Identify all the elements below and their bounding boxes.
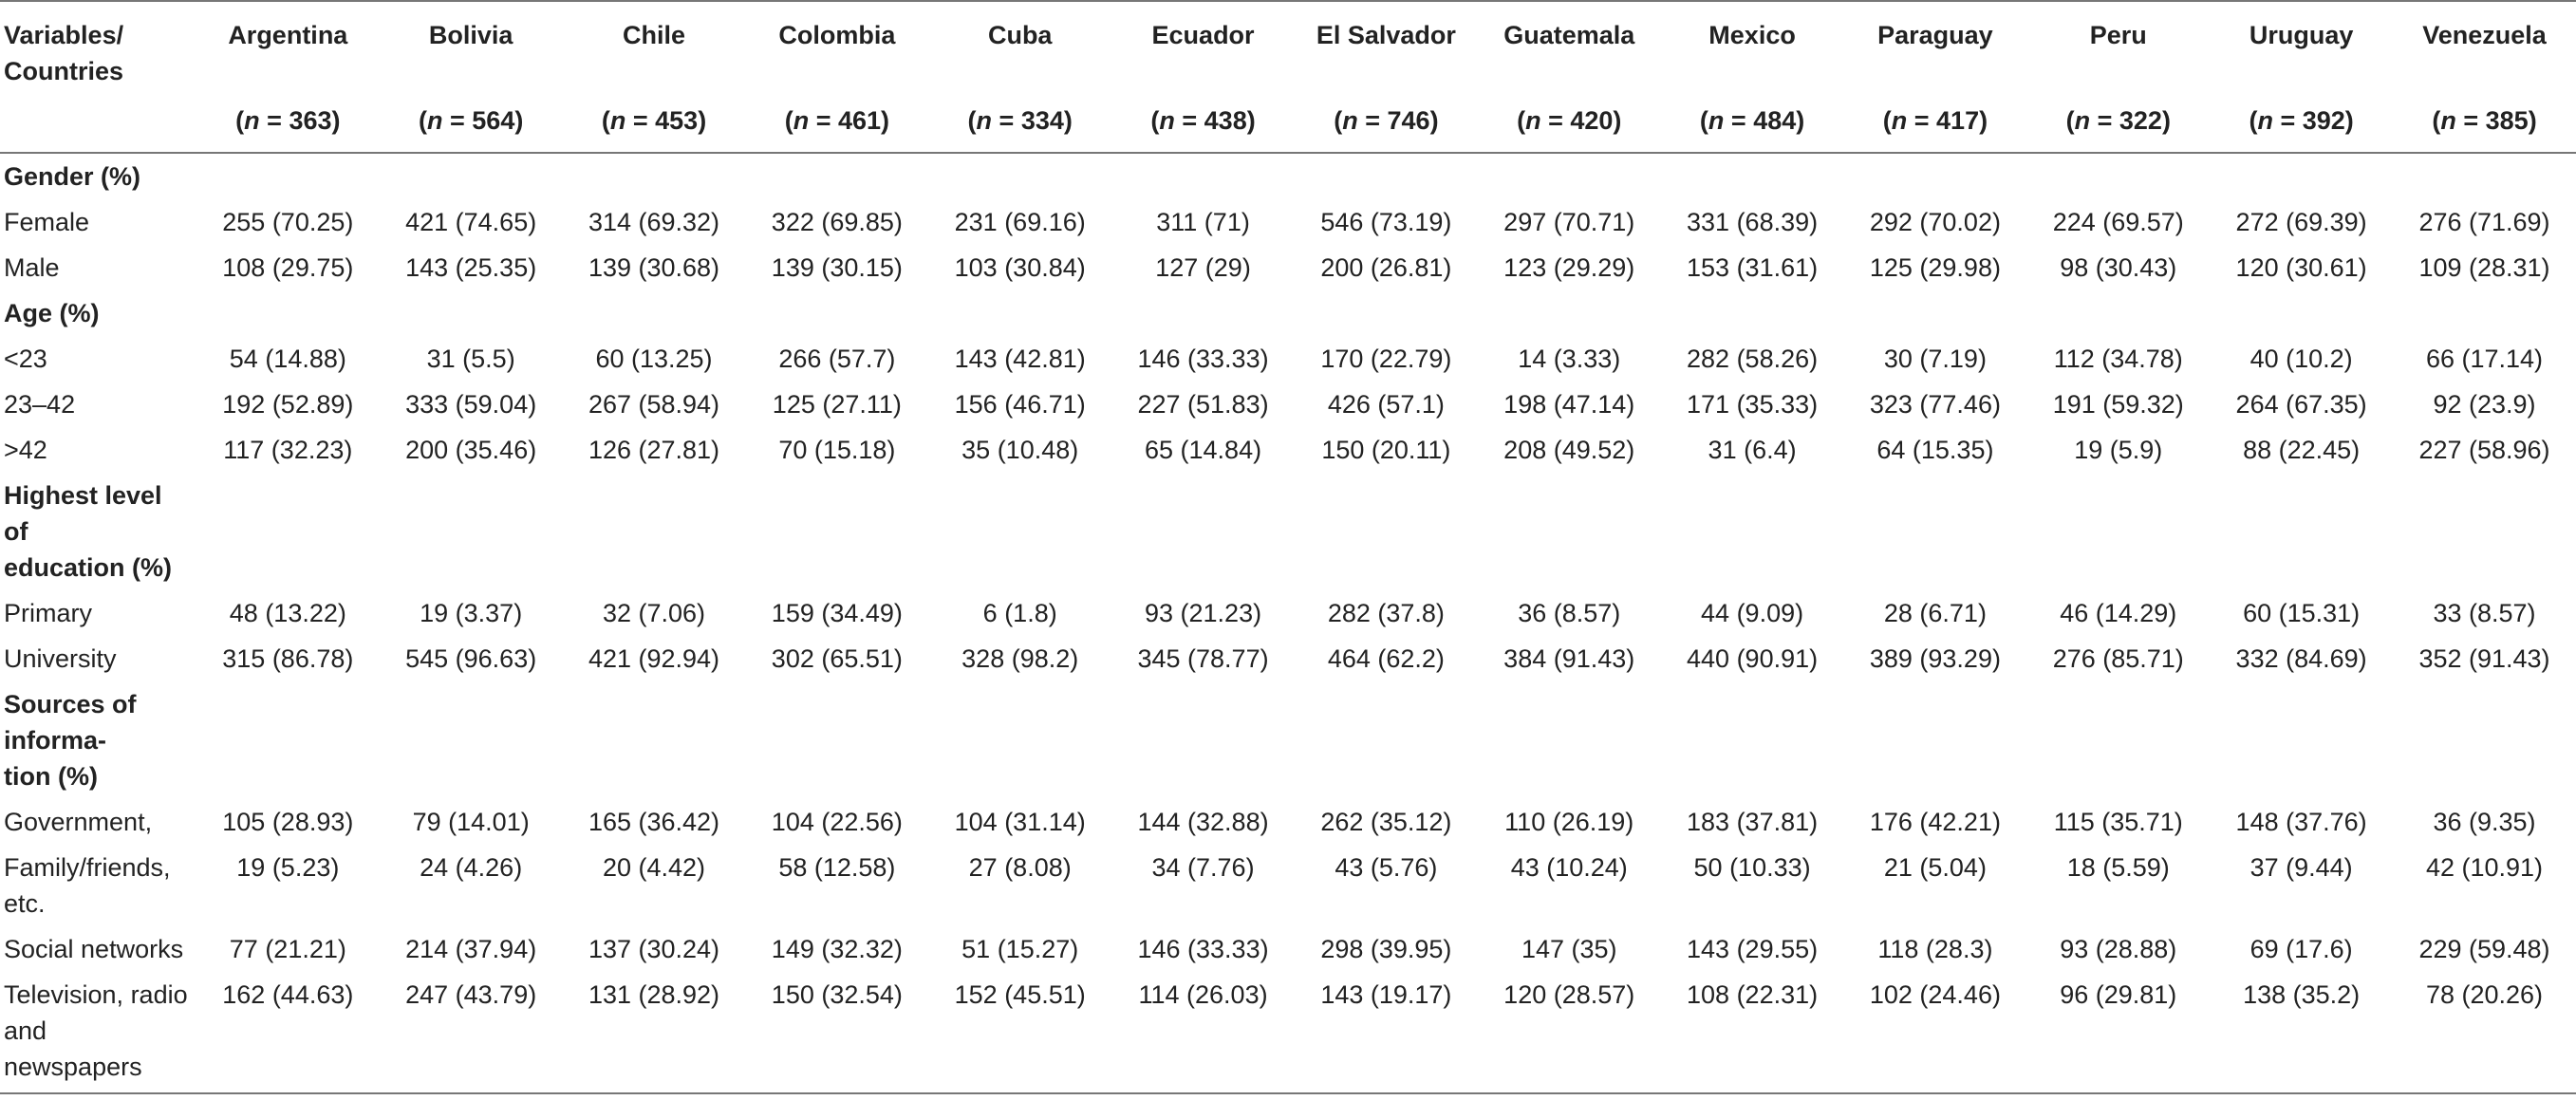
sample-size-chile: (n = 453)	[563, 89, 746, 153]
empty-cell	[1478, 153, 1661, 199]
empty-cell	[380, 153, 563, 199]
value-cell-paraguay: 102 (24.46)	[1844, 972, 2027, 1093]
value-cell-ecuador: 114 (26.03)	[1111, 972, 1295, 1093]
value-cell-el-salvador: 426 (57.1)	[1327, 390, 1445, 419]
value-cell-cuba: 35 (10.48)	[961, 436, 1079, 464]
country-header-colombia: Colombia	[745, 1, 928, 89]
empty-cell	[196, 290, 380, 336]
value-cell-guatemala: 198 (47.14)	[1503, 390, 1635, 419]
value-cell-guatemala: 123 (29.29)	[1503, 253, 1635, 282]
empty-cell	[1661, 153, 1844, 199]
value-cell-guatemala: 208 (49.52)	[1503, 436, 1635, 464]
sample-size-value: 363	[289, 106, 332, 135]
empty-cell	[2393, 681, 2576, 799]
value-cell-mexico: 50 (10.33)	[1693, 853, 1811, 882]
value-cell-el-salvador: 170 (22.79)	[1320, 345, 1452, 373]
table-row	[0, 799, 2576, 845]
value-cell-ecuador: 144 (32.88)	[1137, 808, 1269, 836]
value-cell-colombia: 266 (57.7)	[778, 345, 896, 373]
value-cell-colombia: 149 (32.32)	[771, 935, 903, 963]
value-cell-ecuador: 146 (33.33)	[1137, 935, 1269, 963]
value-cell-ecuador: 65 (14.84)	[1145, 436, 1262, 464]
country-header-row	[0, 1, 2576, 89]
value-cell-chile: 131 (28.92)	[563, 972, 746, 1093]
empty-cell	[2210, 681, 2393, 799]
value-cell-paraguay: 389 (93.29)	[1869, 644, 2001, 673]
sample-size-cuba: (n = 334)	[928, 89, 1111, 153]
value-cell-peru: 96 (29.81)	[2026, 972, 2210, 1093]
value-cell-uruguay: 138 (35.2)	[2210, 972, 2393, 1093]
value-cell-uruguay: 60 (15.31)	[2243, 599, 2361, 627]
value-cell-colombia: 322 (69.85)	[771, 208, 903, 236]
empty-cell	[380, 681, 563, 799]
empty-cell	[1844, 681, 2027, 799]
value-cell-cuba: 103 (30.84)	[954, 253, 1086, 282]
country-header-ecuador: Ecuador	[1111, 1, 1295, 89]
value-cell-peru: 276 (85.71)	[2052, 644, 2184, 673]
value-cell-chile: 267 (58.94)	[588, 390, 720, 419]
value-cell-venezuela: 42 (10.91)	[2425, 853, 2544, 882]
value-cell-argentina: 162 (44.63)	[196, 972, 380, 1093]
empty-cell	[2393, 290, 2576, 336]
value-cell-colombia: 150 (32.54)	[745, 972, 928, 1093]
sample-size-value: 334	[1020, 106, 1064, 135]
value-cell-paraguay: 21 (5.04)	[1883, 853, 1987, 882]
empty-cell	[2210, 473, 2393, 590]
value-cell-cuba: 231 (69.16)	[954, 208, 1086, 236]
empty-cell	[1295, 153, 1478, 199]
value-cell-argentina: 19 (5.23)	[236, 853, 340, 882]
sample-size-guatemala: (n = 420)	[1478, 89, 1661, 153]
value-cell-colombia: 139 (30.15)	[771, 253, 903, 282]
row-label: University	[4, 644, 117, 673]
value-cell-guatemala: 120 (28.57)	[1478, 972, 1661, 1093]
sample-size-argentina: (n = 363)	[196, 89, 380, 153]
section-row	[0, 473, 2576, 590]
row-label: Male	[4, 253, 60, 282]
sample-size-value: 385	[2485, 106, 2529, 135]
row-label: 23–42	[4, 390, 76, 419]
table-row	[0, 926, 2576, 972]
empty-cell	[1111, 290, 1295, 336]
section-title: Sources of informa- tion (%)	[4, 690, 137, 791]
row-label: <23	[4, 345, 47, 373]
value-cell-guatemala: 43 (10.24)	[1510, 853, 1628, 882]
sample-size-value: 392	[2302, 106, 2345, 135]
value-cell-uruguay: 40 (10.2)	[2249, 345, 2353, 373]
value-cell-ecuador: 127 (29)	[1155, 253, 1251, 282]
value-cell-argentina: 192 (52.89)	[222, 390, 354, 419]
value-cell-bolivia: 333 (59.04)	[405, 390, 537, 419]
value-cell-colombia: 125 (27.11)	[772, 390, 902, 419]
value-cell-el-salvador: 546 (73.19)	[1320, 208, 1452, 236]
empty-cell	[196, 153, 380, 199]
value-cell-bolivia: 31 (5.5)	[426, 345, 515, 373]
value-cell-el-salvador: 298 (39.95)	[1320, 935, 1452, 963]
sample-size-value: 453	[655, 106, 699, 135]
value-cell-peru: 46 (14.29)	[2060, 599, 2177, 627]
value-cell-guatemala: 14 (3.33)	[1518, 345, 1621, 373]
sample-size-value: 746	[1387, 106, 1430, 135]
section-title: Age (%)	[4, 299, 100, 327]
empty-cell	[1295, 473, 1478, 590]
value-cell-paraguay: 125 (29.98)	[1869, 253, 2001, 282]
empty-cell	[2026, 290, 2210, 336]
value-cell-guatemala: 384 (91.43)	[1503, 644, 1635, 673]
value-cell-el-salvador: 143 (19.17)	[1295, 972, 1478, 1093]
value-cell-bolivia: 19 (3.37)	[420, 599, 523, 627]
value-cell-guatemala: 147 (35)	[1521, 935, 1617, 963]
empty-cell	[2026, 153, 2210, 199]
value-cell-mexico: 171 (35.33)	[1687, 390, 1819, 419]
empty-cell	[1111, 681, 1295, 799]
section-title: Highest level of education (%)	[4, 481, 173, 582]
empty-cell	[928, 681, 1111, 799]
value-cell-chile: 20 (4.42)	[602, 853, 706, 882]
value-cell-cuba: 104 (31.14)	[954, 808, 1086, 836]
value-cell-colombia: 58 (12.58)	[778, 853, 896, 882]
value-cell-peru: 191 (59.32)	[2052, 390, 2184, 419]
empty-cell	[1478, 681, 1661, 799]
value-cell-mexico: 183 (37.81)	[1687, 808, 1819, 836]
empty-cell	[1661, 681, 1844, 799]
sample-size-value: 461	[837, 106, 882, 135]
country-header-el-salvador: El Salvador	[1295, 1, 1478, 89]
value-cell-uruguay: 88 (22.45)	[2243, 436, 2361, 464]
empty-cell	[563, 473, 746, 590]
value-cell-chile: 137 (30.24)	[588, 935, 720, 963]
value-cell-uruguay: 120 (30.61)	[2235, 253, 2367, 282]
sample-size-paraguay: (n = 417)	[1844, 89, 2027, 153]
empty-cell	[1295, 290, 1478, 336]
value-cell-argentina: 48 (13.22)	[229, 599, 346, 627]
value-cell-uruguay: 332 (84.69)	[2235, 644, 2367, 673]
section-row	[0, 681, 2576, 799]
empty-cell	[928, 153, 1111, 199]
empty-cell	[196, 473, 380, 590]
value-cell-venezuela: 229 (59.48)	[2418, 935, 2550, 963]
empty-cell	[196, 681, 380, 799]
country-header-peru: Peru	[2026, 1, 2210, 89]
country-header-cuba: Cuba	[928, 1, 1111, 89]
value-cell-chile: 314 (69.32)	[588, 208, 720, 236]
value-cell-cuba: 51 (15.27)	[961, 935, 1079, 963]
value-cell-cuba: 143 (42.81)	[954, 345, 1086, 373]
value-cell-uruguay: 264 (67.35)	[2235, 390, 2367, 419]
country-header-paraguay: Paraguay	[1844, 1, 2027, 89]
empty-cell	[1844, 473, 2027, 590]
empty-cell	[1111, 153, 1295, 199]
value-cell-bolivia: 143 (25.35)	[405, 253, 537, 282]
value-cell-colombia: 104 (22.56)	[771, 808, 903, 836]
empty-cell	[2210, 153, 2393, 199]
value-cell-peru: 18 (5.59)	[2066, 853, 2170, 882]
row-label: Primary	[4, 599, 92, 627]
value-cell-peru: 19 (5.9)	[2074, 436, 2163, 464]
value-cell-bolivia: 247 (43.79)	[380, 972, 563, 1093]
empty-cell	[1111, 473, 1295, 590]
value-cell-paraguay: 292 (70.02)	[1869, 208, 2001, 236]
country-header-bolivia: Bolivia	[380, 1, 563, 89]
value-cell-el-salvador: 282 (37.8)	[1327, 599, 1445, 627]
value-cell-mexico: 143 (29.55)	[1687, 935, 1819, 963]
value-cell-colombia: 159 (34.49)	[771, 599, 903, 627]
value-cell-argentina: 77 (21.21)	[229, 935, 346, 963]
value-cell-el-salvador: 262 (35.12)	[1320, 808, 1452, 836]
sample-size-ecuador: (n = 438)	[1111, 89, 1295, 153]
value-cell-guatemala: 110 (26.19)	[1504, 808, 1634, 836]
value-cell-guatemala: 297 (70.71)	[1503, 208, 1635, 236]
sample-size-mexico: (n = 484)	[1661, 89, 1844, 153]
empty-cell	[928, 473, 1111, 590]
sample-size-row	[0, 89, 2576, 153]
value-cell-uruguay: 148 (37.76)	[2235, 808, 2367, 836]
empty-cell	[2026, 473, 2210, 590]
row-label: >42	[4, 436, 47, 464]
value-cell-mexico: 44 (9.09)	[1701, 599, 1804, 627]
sample-size-bolivia: (n = 564)	[380, 89, 563, 153]
value-cell-colombia: 302 (65.51)	[771, 644, 903, 673]
value-cell-paraguay: 176 (42.21)	[1869, 808, 2001, 836]
value-cell-bolivia: 421 (74.65)	[405, 208, 537, 236]
value-cell-paraguay: 64 (15.35)	[1876, 436, 1994, 464]
country-header-argentina: Argentina	[196, 1, 380, 89]
empty-cell	[1295, 681, 1478, 799]
row-label: Family/friends, etc.	[4, 853, 171, 918]
value-cell-ecuador: 93 (21.23)	[1145, 599, 1262, 627]
value-cell-bolivia: 79 (14.01)	[412, 808, 530, 836]
table-row	[0, 199, 2576, 245]
table-header	[0, 1, 2576, 153]
empty-cell	[745, 681, 928, 799]
value-cell-mexico: 31 (6.4)	[1708, 436, 1797, 464]
empty-cell	[563, 153, 746, 199]
value-cell-cuba: 328 (98.2)	[961, 644, 1079, 673]
sample-size-peru: (n = 322)	[2026, 89, 2210, 153]
value-cell-peru: 93 (28.88)	[2060, 935, 2177, 963]
empty-cell	[1478, 290, 1661, 336]
country-header-chile: Chile	[563, 1, 746, 89]
sample-size-value: 564	[472, 106, 515, 135]
value-cell-venezuela: 352 (91.43)	[2418, 644, 2550, 673]
row-label: Television, radio and newspapers	[0, 972, 196, 1093]
table-row	[0, 336, 2576, 382]
value-cell-uruguay: 272 (69.39)	[2235, 208, 2367, 236]
table-row	[0, 845, 2576, 926]
empty-cell	[380, 290, 563, 336]
table-row	[0, 382, 2576, 427]
value-cell-venezuela: 36 (9.35)	[2433, 808, 2536, 836]
value-cell-ecuador: 311 (71)	[1156, 208, 1250, 236]
value-cell-cuba: 27 (8.08)	[968, 853, 1072, 882]
table-row	[0, 427, 2576, 473]
value-cell-peru: 112 (34.78)	[2053, 345, 2183, 373]
value-cell-ecuador: 227 (51.83)	[1137, 390, 1269, 419]
value-cell-chile: 32 (7.06)	[602, 599, 706, 627]
value-cell-venezuela: 33 (8.57)	[2433, 599, 2536, 627]
sample-size-value: 322	[2119, 106, 2162, 135]
value-cell-paraguay: 28 (6.71)	[1883, 599, 1987, 627]
empty-cell	[928, 290, 1111, 336]
value-cell-paraguay: 30 (7.19)	[1883, 345, 1987, 373]
value-cell-paraguay: 323 (77.46)	[1869, 390, 2001, 419]
value-cell-guatemala: 36 (8.57)	[1518, 599, 1621, 627]
section-row	[0, 153, 2576, 199]
sample-size-value: 438	[1204, 106, 1247, 135]
value-cell-argentina: 54 (14.88)	[229, 345, 346, 373]
value-cell-chile: 126 (27.81)	[588, 436, 720, 464]
value-cell-peru: 98 (30.43)	[2060, 253, 2177, 282]
row-label: Social networks	[4, 935, 184, 963]
empty-cell	[1661, 290, 1844, 336]
sample-size-venezuela: (n = 385)	[2393, 89, 2576, 153]
sample-size-label-cell	[0, 89, 196, 153]
value-cell-mexico: 440 (90.91)	[1687, 644, 1819, 673]
value-cell-ecuador: 146 (33.33)	[1137, 345, 1269, 373]
value-cell-paraguay: 118 (28.3)	[1877, 935, 1993, 963]
value-cell-ecuador: 34 (7.76)	[1151, 853, 1255, 882]
value-cell-el-salvador: 43 (5.76)	[1335, 853, 1438, 882]
value-cell-argentina: 108 (29.75)	[222, 253, 354, 282]
variables-countries-header: Variables/ Countries	[0, 1, 196, 89]
empty-cell	[745, 153, 928, 199]
country-header-uruguay: Uruguay	[2210, 1, 2393, 89]
sample-size-colombia: (n = 461)	[745, 89, 928, 153]
value-cell-peru: 224 (69.57)	[2052, 208, 2184, 236]
value-cell-chile: 139 (30.68)	[588, 253, 720, 282]
row-label: Female	[4, 208, 90, 236]
table-row	[0, 245, 2576, 290]
value-cell-bolivia: 545 (96.63)	[405, 644, 537, 673]
empty-cell	[745, 473, 928, 590]
section-row	[0, 290, 2576, 336]
sample-size-value: 417	[1936, 106, 1980, 135]
empty-cell	[1844, 290, 2027, 336]
row-label: Government,	[4, 808, 153, 836]
value-cell-mexico: 282 (58.26)	[1687, 345, 1819, 373]
value-cell-chile: 165 (36.42)	[588, 808, 720, 836]
value-cell-mexico: 331 (68.39)	[1687, 208, 1819, 236]
value-cell-cuba: 6 (1.8)	[982, 599, 1057, 627]
empty-cell	[563, 290, 746, 336]
empty-cell	[380, 473, 563, 590]
value-cell-el-salvador: 200 (26.81)	[1320, 253, 1452, 282]
value-cell-venezuela: 66 (17.14)	[2425, 345, 2544, 373]
value-cell-cuba: 152 (45.51)	[928, 972, 1111, 1093]
value-cell-bolivia: 214 (37.94)	[405, 935, 537, 963]
value-cell-mexico: 153 (31.61)	[1687, 253, 1819, 282]
country-header-guatemala: Guatemala	[1478, 1, 1661, 89]
empty-cell	[745, 290, 928, 336]
table-row	[0, 636, 2576, 681]
value-cell-bolivia: 24 (4.26)	[420, 853, 523, 882]
value-cell-argentina: 255 (70.25)	[222, 208, 354, 236]
empty-cell	[2210, 290, 2393, 336]
empty-cell	[1478, 473, 1661, 590]
value-cell-el-salvador: 150 (20.11)	[1321, 436, 1451, 464]
value-cell-peru: 115 (35.71)	[2053, 808, 2183, 836]
value-cell-chile: 421 (92.94)	[588, 644, 720, 673]
empty-cell	[2393, 153, 2576, 199]
value-cell-argentina: 315 (86.78)	[222, 644, 354, 673]
empty-cell	[1844, 153, 2027, 199]
value-cell-venezuela: 109 (28.31)	[2418, 253, 2550, 282]
sample-size-uruguay: (n = 392)	[2210, 89, 2393, 153]
section-title: Gender (%)	[4, 162, 141, 191]
value-cell-venezuela: 78 (20.26)	[2393, 972, 2576, 1093]
empty-cell	[1661, 473, 1844, 590]
table-body	[0, 153, 2576, 1093]
value-cell-argentina: 105 (28.93)	[222, 808, 354, 836]
value-cell-el-salvador: 464 (62.2)	[1327, 644, 1445, 673]
value-cell-cuba: 156 (46.71)	[954, 390, 1086, 419]
sample-size-value: 484	[1753, 106, 1797, 135]
value-cell-colombia: 70 (15.18)	[778, 436, 896, 464]
value-cell-uruguay: 69 (17.6)	[2249, 935, 2353, 963]
value-cell-argentina: 117 (32.23)	[223, 436, 353, 464]
sample-size-el-salvador: (n = 746)	[1295, 89, 1478, 153]
sample-size-value: 420	[1570, 106, 1614, 135]
value-cell-venezuela: 92 (23.9)	[2433, 390, 2536, 419]
country-header-mexico: Mexico	[1661, 1, 1844, 89]
value-cell-mexico: 108 (22.31)	[1661, 972, 1844, 1093]
table-row	[0, 590, 2576, 636]
value-cell-venezuela: 227 (58.96)	[2418, 436, 2550, 464]
empty-cell	[2026, 681, 2210, 799]
empty-cell	[563, 681, 746, 799]
country-header-venezuela: Venezuela	[2393, 1, 2576, 89]
value-cell-ecuador: 345 (78.77)	[1137, 644, 1269, 673]
value-cell-bolivia: 200 (35.46)	[405, 436, 537, 464]
value-cell-uruguay: 37 (9.44)	[2249, 853, 2353, 882]
table-row	[0, 972, 2576, 1093]
value-cell-chile: 60 (13.25)	[595, 345, 713, 373]
value-cell-venezuela: 276 (71.69)	[2418, 208, 2550, 236]
empty-cell	[2393, 473, 2576, 590]
